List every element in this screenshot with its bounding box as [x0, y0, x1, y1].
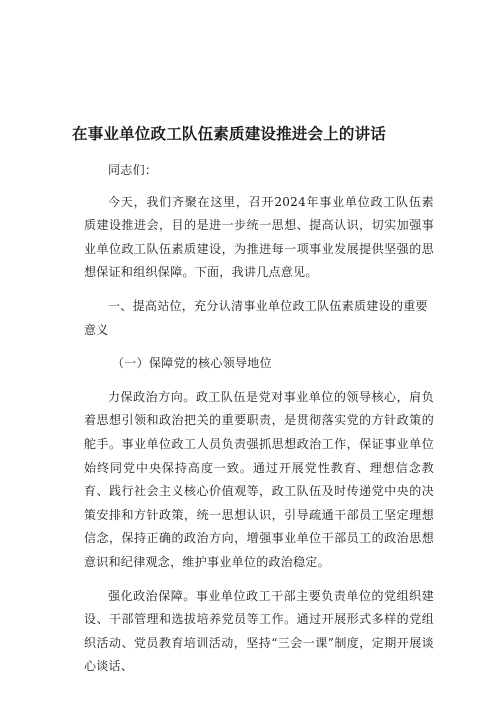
section-heading-1: 一、提高站位，充分认清事业单位政工队伍素质建设的重要意义 [84, 298, 428, 337]
body-paragraph-2: 强化政治保障。事业单位政工干部主要负责单位的党组织建设、干部管理和选拔培养党员等工作。通过开展形式多样的党组织活动、党员教育培训活动，坚持“三会一课”制度，定期开展谈心谈话、 [84, 588, 434, 674]
document-title: 在事业单位政工队伍素质建设推进会上的讲话 [72, 125, 387, 143]
body-paragraph-1: 力保政治方向。政工队伍是党对事业单位的领导核心，肩负着思想引领和政治把关的重要职责，是贯彻落实党的方针政策的舵手。事业单位政工人员负责强抓思想政治工作，保证事业单位始终同党中央保持高度一致。通过开展党性教育、理想信念教育、践行社会主义核心价值观等，政工队伍及时传递党中央的决策安排和方针政策，统一思想认识，引导疏通干部员工坚定理想信念，保持正确的政治方向，增强事业单位干部员工的政治思想意识和纪律观念，维护事业单位的政治稳定。 [84, 389, 434, 569]
subsection-heading-1: （一）保障党的核心领导地位 [112, 356, 272, 371]
greeting: 同志们： [108, 163, 158, 177]
intro-paragraph: 今天，我们齐聚在这里，召开2024年事业单位政工队伍素质建设推进会，目的是进一步统一思想、提高认识，切实加强事业单位政工队伍素质建设，为推进每一项事业发展提供坚强的思想保证和组织保障。下面，我讲几点意见。 [84, 194, 434, 280]
